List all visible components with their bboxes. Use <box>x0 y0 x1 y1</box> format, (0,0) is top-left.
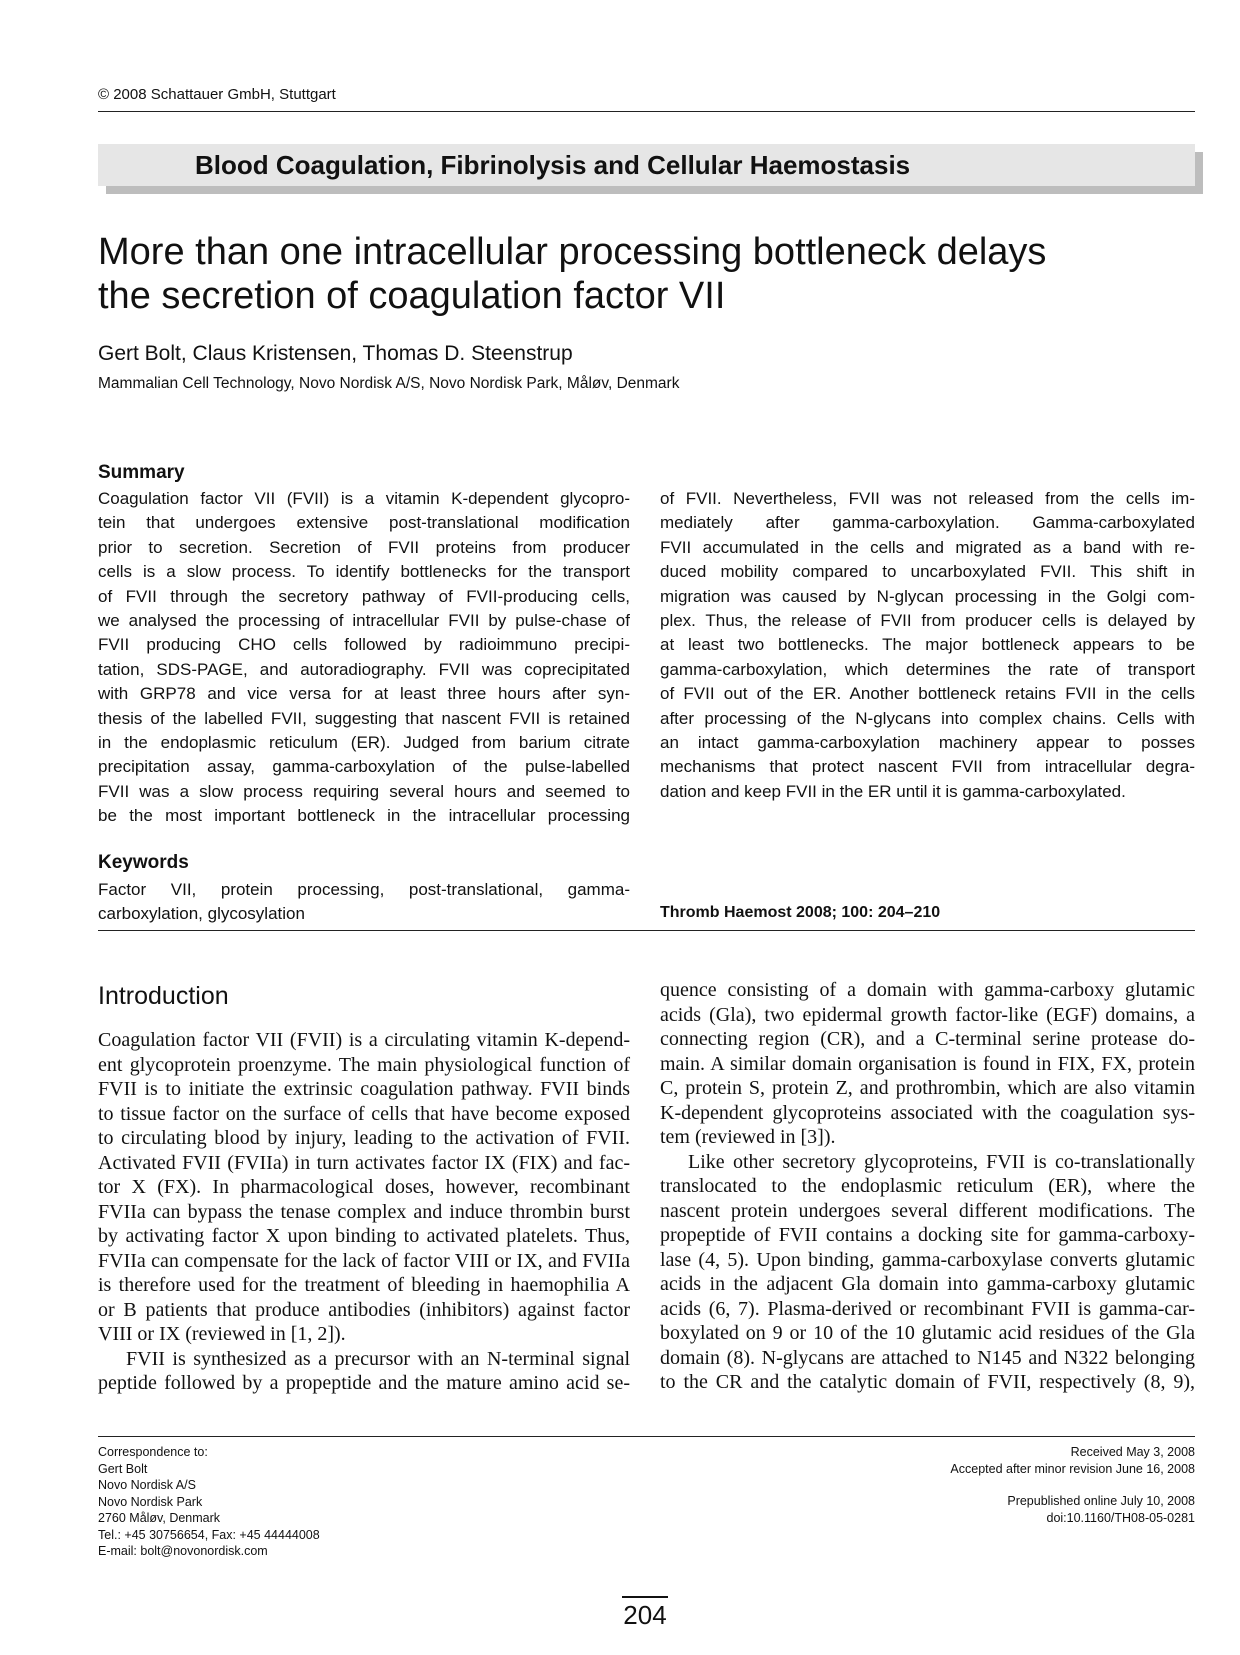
article-title-line: the secretion of coagulation factor VII <box>98 275 726 317</box>
summary-line: of FVII. Nevertheless, FVII was not released from the cells im- <box>660 489 1195 508</box>
keywords-list <box>98 878 630 927</box>
summary-line: dation and keep FVII in the ER until it is gamma-carboxylated. <box>660 781 1126 801</box>
prepublished-date: Prepublished online July 10, 2008 <box>1007 1494 1195 1508</box>
body-line: acids (Gla), two epidermal growth factor-like (EGF) domains, a <box>660 1003 1195 1026</box>
spacer <box>950 1477 1195 1493</box>
body-line: to circulating blood by injury, leading to the activation of FVII. <box>98 1127 630 1149</box>
footnote-divider <box>98 1436 1195 1437</box>
doi: doi:10.1160/TH08-05-0281 <box>1046 1510 1195 1525</box>
summary-heading: Summary <box>98 462 185 483</box>
body-line: to tissue factor on the surface of cells that have become exposed <box>98 1102 630 1125</box>
summary-line: tein that undergoes extensive post-translational modification <box>98 513 630 533</box>
keywords-line: Factor VII, protein processing, post-translational, gamma- <box>98 880 630 899</box>
body-line: acids (6, 7). Plasma-derived or recombinant FVII is gamma-car- <box>660 1297 1195 1320</box>
summary-line: mediately after gamma-carboxylation. Gamma-carboxylated <box>660 513 1195 533</box>
keywords-heading: Keywords <box>98 852 189 873</box>
summary-line: cells is a slow process. To identify bottlenecks for the transport <box>98 562 630 582</box>
correspondence-email: E-mail: bolt@novonordisk.com <box>98 1544 268 1558</box>
summary-line: mechanisms that protect nascent FVII from intracellular degra- <box>660 757 1195 777</box>
summary-line: thesis of the labelled FVII, suggesting that nascent FVII is retained <box>98 708 630 728</box>
body-line: is therefore used for the treatment of bleeding in haemophilia A <box>98 1274 630 1296</box>
summary-line: FVII accumulated in the cells and migrated as a band with re- <box>660 537 1195 557</box>
body-line: lase (4, 5). Upon binding, gamma-carboxylase converts glutamic <box>660 1248 1195 1271</box>
summary-right-column <box>660 487 1195 804</box>
correspondence-block <box>98 1444 320 1560</box>
body-line: to the CR and the catalytic domain of FVII, respectively (8, 9), <box>660 1371 1195 1393</box>
body-line: Like other secretory glycoproteins, FVII is co-translationally <box>688 1150 1195 1173</box>
summary-line: be the most important bottleneck in the intracellular processing <box>98 806 630 826</box>
introduction-heading: Introduction <box>98 982 229 1010</box>
body-line: propeptide of FVII contains a docking site for gamma-carboxy- <box>660 1224 1195 1246</box>
article-title <box>98 230 1098 318</box>
correspondence-line: Correspondence to: <box>98 1445 208 1459</box>
summary-line: an intact gamma-carboxylation machinery appear to posses <box>660 732 1195 752</box>
body-line: Coagulation factor VII (FVII) is a circulating vitamin K-depend- <box>98 1029 630 1051</box>
keywords-line: carboxylation, glycosylation <box>98 904 305 924</box>
correspondence-line: Novo Nordisk A/S <box>98 1478 196 1492</box>
body-line: connecting region (CR), and a C-terminal serine protease do- <box>660 1028 1195 1050</box>
accepted-date: Accepted after minor revision June 16, 2008 <box>950 1461 1195 1476</box>
publication-dates <box>950 1444 1195 1526</box>
body-line: domain (8). N-glycans are attached to N145 and N322 belonging <box>660 1346 1195 1369</box>
summary-line: precipitation assay, gamma-carboxylation of the pulse-labelled <box>98 757 630 777</box>
author-list: Gert Bolt, Claus Kristensen, Thomas D. Steenstrup <box>98 342 573 365</box>
body-line: acids in the adjacent Gla domain into gamma-carboxy glutamic <box>660 1273 1195 1295</box>
summary-line: prior to secretion. Secretion of FVII proteins from producer <box>98 537 630 557</box>
summary-line: at least two bottlenecks. The major bottleneck appears to be <box>660 635 1195 655</box>
correspondence-line: 2760 Måløv, Denmark <box>98 1511 221 1525</box>
body-line: translocated to the endoplasmic reticulum (ER), where the <box>660 1175 1195 1197</box>
summary-line: we analysed the processing of intracellular FVII by pulse-chase of <box>98 610 630 630</box>
body-line: tem (reviewed in [3]). <box>660 1126 836 1148</box>
summary-line: duced mobility compared to uncarboxylated FVII. This shift in <box>660 562 1195 582</box>
article-title-line: More than one intracellular processing bottleneck delays <box>98 231 1047 273</box>
body-line: nascent protein undergoes several different modifications. The <box>660 1199 1195 1222</box>
body-line: K-dependent glycoproteins associated with the coagulation sys- <box>660 1101 1195 1124</box>
body-line: C, protein S, protein Z, and prothrombin, which are also vitamin <box>660 1077 1195 1099</box>
body-line: main. A similar domain organisation is found in FIX, FX, protein <box>660 1052 1195 1075</box>
body-line: boxylated on 9 or 10 of the 10 glutamic acid residues of the Gla <box>660 1322 1195 1344</box>
page-number: 204 <box>622 1596 668 1631</box>
summary-line: plex. Thus, the release of FVII from producer cells is delayed by <box>660 610 1195 630</box>
summary-line: migration was caused by N-glycan processing in the Golgi com- <box>660 586 1195 606</box>
abstract-divider <box>98 930 1195 931</box>
introduction-right-column <box>660 978 1195 1395</box>
body-line: FVIIa can bypass the tenase complex and induce thrombin burst <box>98 1200 630 1223</box>
body-line: tor X (FX). In pharmacological doses, however, recombinant <box>98 1176 630 1198</box>
header-divider <box>98 111 1195 112</box>
summary-line: tation, SDS-PAGE, and autoradiography. FVII was coprecipitated <box>98 659 630 679</box>
correspondence-line: Novo Nordisk Park <box>98 1494 203 1509</box>
summary-line: FVII producing CHO cells followed by radioimmuno precipi- <box>98 635 630 655</box>
body-line: FVII is synthesized as a precursor with an N-terminal signal <box>126 1347 630 1370</box>
body-line: or B patients that produce antibodies (inhibitors) against factor <box>98 1298 630 1321</box>
body-line: Activated FVII (FVIIa) in turn activates factor IX (FIX) and fac- <box>98 1151 630 1174</box>
summary-line: after processing of the N-glycans into complex chains. Cells with <box>660 708 1195 728</box>
body-line: VIII or IX (reviewed in [1, 2]). <box>98 1323 346 1345</box>
body-line: ent glycoprotein proenzyme. The main physiological function of <box>98 1053 630 1076</box>
section-title: Blood Coagulation, Fibrinolysis and Cellular Haemostasis <box>195 150 911 180</box>
received-date: Received May 3, 2008 <box>1070 1445 1195 1459</box>
body-line: peptide followed by a propeptide and the mature amino acid se- <box>98 1372 630 1394</box>
summary-line: with GRP78 and vice versa for at least three hours after syn- <box>98 684 630 704</box>
summary-line: FVII was a slow process requiring several hours and seemed to <box>98 781 630 801</box>
affiliation: Mammalian Cell Technology, Novo Nordisk A/S, Novo Nordisk Park, Måløv, Denmark <box>98 375 680 392</box>
summary-line: gamma-carboxylation, which determines the rate of transport <box>660 659 1195 679</box>
body-line: FVIIa can compensate for the lack of factor VIII or IX, and FVIIa <box>98 1249 630 1272</box>
introduction-left-column <box>98 1028 630 1396</box>
summary-left-column <box>98 487 630 828</box>
correspondence-line: Tel.: +45 30756654, Fax: +45 44444008 <box>98 1527 320 1542</box>
section-banner <box>98 144 1195 186</box>
summary-line: in the endoplasmic reticulum (ER). Judged from barium citrate <box>98 732 630 752</box>
copyright-notice: © 2008 Schattauer GmbH, Stuttgart <box>98 86 336 103</box>
summary-line: of FVII out of the ER. Another bottleneck retains FVII in the cells <box>660 684 1195 704</box>
body-line: quence consisting of a domain with gamma-carboxy glutamic <box>660 979 1195 1001</box>
body-line: by activating factor X upon binding to activated platelets. Thus, <box>98 1225 630 1247</box>
summary-line: Coagulation factor VII (FVII) is a vitamin K-dependent glycopro- <box>98 489 630 508</box>
summary-line: of FVII through the secretory pathway of FVII-producing cells, <box>98 586 630 606</box>
correspondence-line: Gert Bolt <box>98 1461 148 1476</box>
body-line: FVII is to initiate the extrinsic coagulation pathway. FVII binds <box>98 1078 630 1100</box>
journal-citation: Thromb Haemost 2008; 100: 204–210 <box>660 904 941 921</box>
